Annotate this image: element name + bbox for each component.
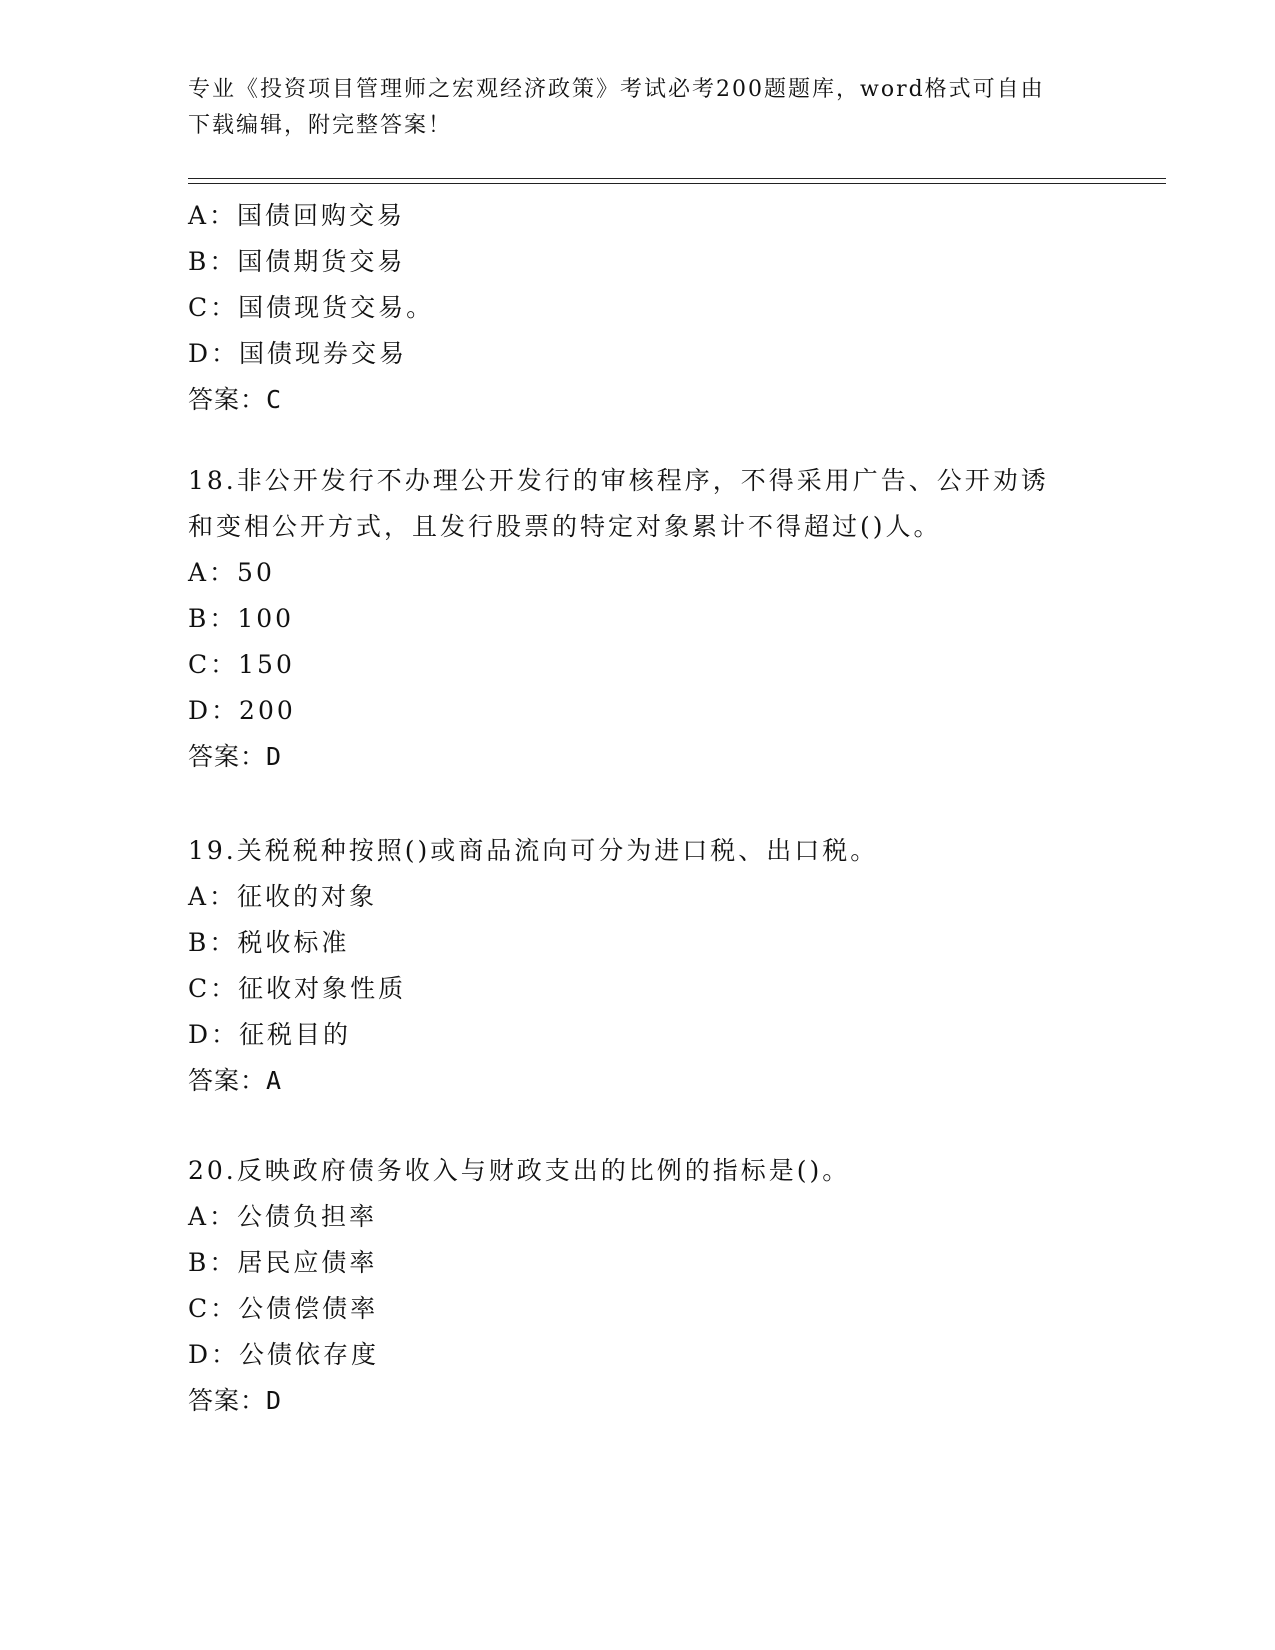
option-a: A：国债回购交易 xyxy=(188,201,406,230)
question-stem-line-2: 和变相公开方式，且发行股票的特定对象累计不得超过()人。 xyxy=(188,512,942,541)
option-a: A：公债负担率 xyxy=(188,1202,378,1231)
option-c: C：公债偿债率 xyxy=(188,1294,379,1323)
question-stem-line-1: 20.反映政府债务收入与财政支出的比例的指标是()。 xyxy=(188,1156,851,1185)
answer-line xyxy=(188,377,1088,423)
document-header xyxy=(188,72,1088,144)
answer-label: 答案： xyxy=(188,385,267,414)
option-a: A：征收的对象 xyxy=(188,882,378,911)
header-divider-bottom xyxy=(188,183,1166,184)
answer-value: C xyxy=(266,385,283,414)
answer-line xyxy=(188,1058,1088,1104)
header-line-1: 专业《投资项目管理师之宏观经济政策》考试必考200题题库，word格式可自由 xyxy=(188,77,1045,102)
option-b: B：100 xyxy=(188,604,295,633)
question-block-19 xyxy=(188,828,1088,1104)
answer-value: D xyxy=(266,742,283,771)
header-divider-top xyxy=(188,178,1166,179)
question-block-20 xyxy=(188,1148,1088,1424)
answer-label: 答案： xyxy=(188,742,267,771)
question-block-18 xyxy=(188,458,1088,780)
option-d: D：国债现券交易 xyxy=(188,339,408,368)
option-c: C：国债现货交易。 xyxy=(188,293,435,322)
option-b: B：税收标准 xyxy=(188,928,350,957)
question-block-17 xyxy=(188,193,1088,423)
answer-line xyxy=(188,1378,1088,1424)
answer-label: 答案： xyxy=(188,1386,267,1415)
answer-value: A xyxy=(266,1066,283,1095)
question-stem-line-1: 18.非公开发行不办理公开发行的审核程序，不得采用广告、公开劝诱 xyxy=(188,466,1049,495)
answer-value: D xyxy=(266,1386,283,1415)
option-c: C：征收对象性质 xyxy=(188,974,407,1003)
question-stem-line-1: 19.关税税种按照()或商品流向可分为进口税、出口税。 xyxy=(188,836,879,865)
option-a: A：50 xyxy=(188,558,275,587)
option-d: D：公债依存度 xyxy=(188,1340,380,1369)
answer-label: 答案： xyxy=(188,1066,267,1095)
option-c: C：150 xyxy=(188,650,295,679)
option-d: D：征税目的 xyxy=(188,1020,352,1049)
option-b: B：居民应债率 xyxy=(188,1248,378,1277)
option-d: D：200 xyxy=(188,696,296,725)
header-line-2: 下载编辑，附完整答案！ xyxy=(188,113,453,138)
option-b: B：国债期货交易 xyxy=(188,247,406,276)
answer-line xyxy=(188,734,1088,780)
